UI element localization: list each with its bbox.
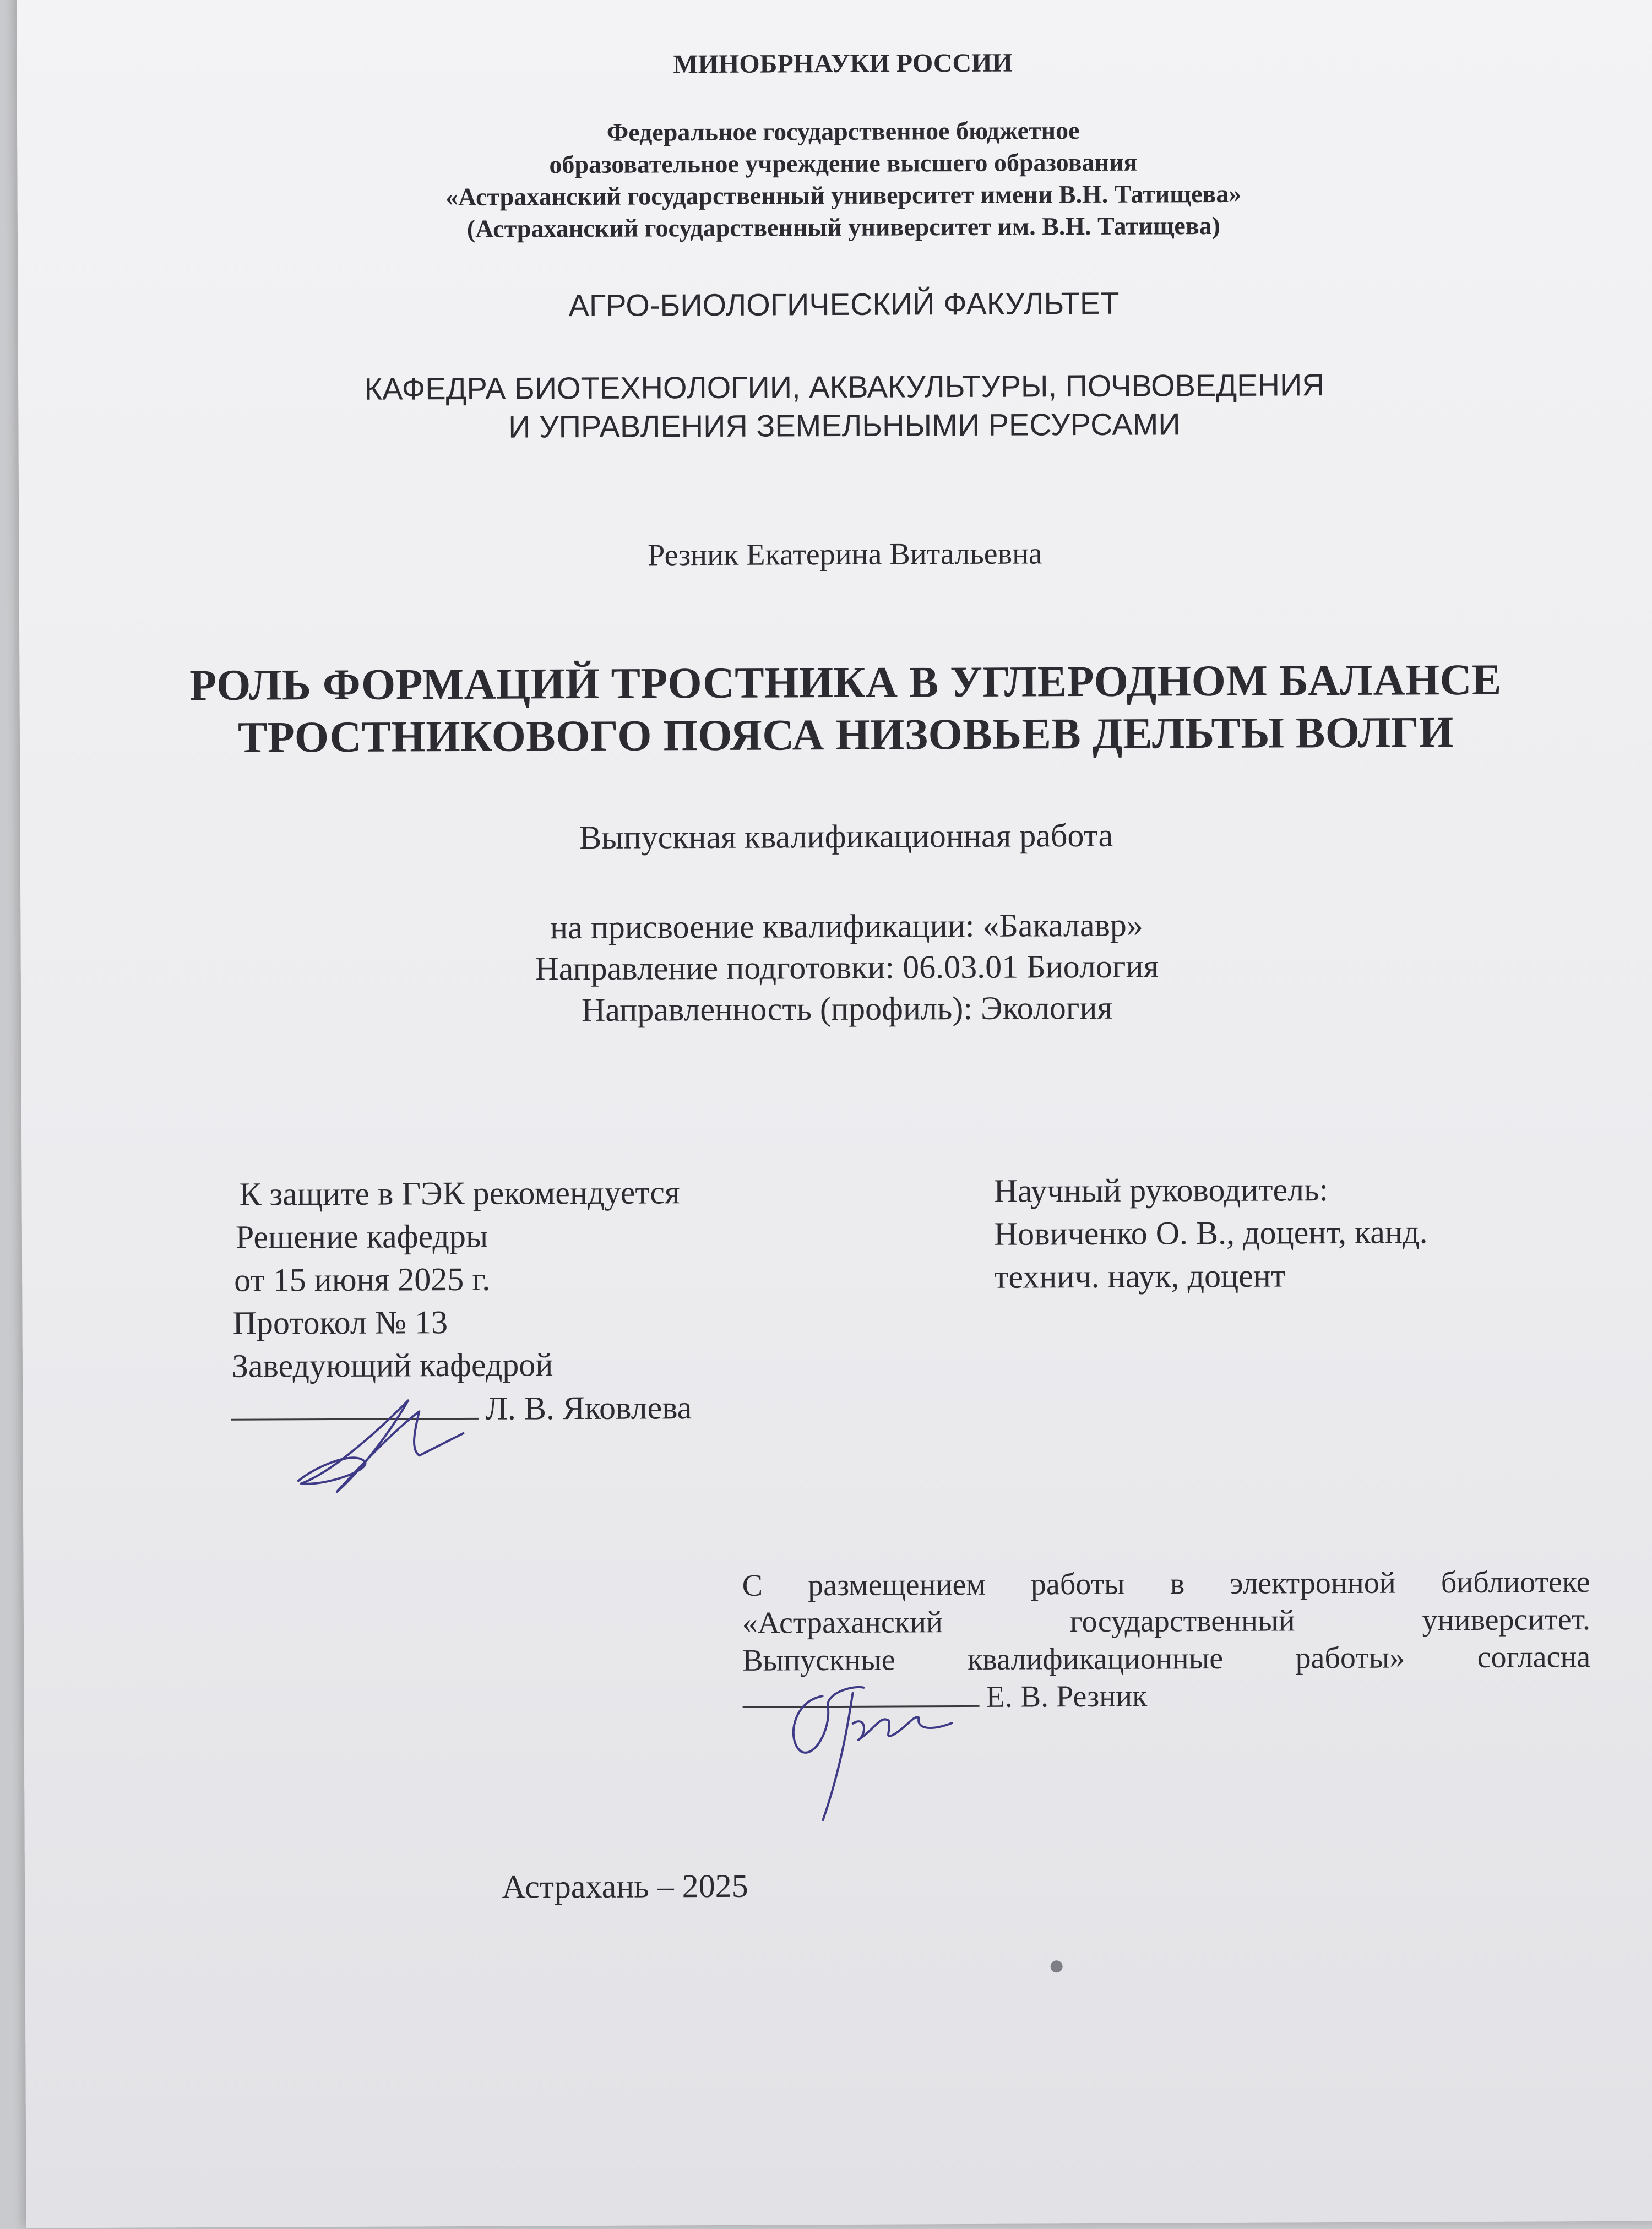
study-profile-line: Направленность (профиль): Экология bbox=[581, 989, 1113, 1029]
defense-line-4: Протокол № 13 bbox=[232, 1304, 448, 1341]
defense-line-2: Решение кафедры bbox=[235, 1217, 488, 1255]
department-line-1: КАФЕДРА БИОТЕХНОЛОГИИ, АКВАКУЛЬТУРЫ, ПОЧВОВЕДЕНИЯ bbox=[364, 367, 1324, 406]
ministry-name: МИНОБРНАУКИ РОССИИ bbox=[673, 48, 1013, 79]
consent-word: государственный bbox=[1069, 1603, 1295, 1639]
work-type: Выпускная квалификационная работа bbox=[579, 817, 1113, 856]
thesis-title-line-2: ТРОСТНИКОВОГО ПОЯСА НИЗОВЬЕВ ДЕЛЬТЫ ВОЛГИ bbox=[237, 708, 1454, 762]
consent-word: в bbox=[1170, 1567, 1185, 1601]
defense-line-1: К защите в ГЭК рекомендуется bbox=[239, 1174, 680, 1213]
head-signature-scribble bbox=[281, 1367, 469, 1505]
author-name: Резник Екатерина Витальевна bbox=[647, 536, 1042, 573]
author-signature-scribble bbox=[770, 1662, 958, 1828]
qualification-line: на присвоение квалификации: «Бакалавр» bbox=[550, 906, 1144, 946]
supervisor-line-2: Новиченко О. В., доцент, канд. bbox=[993, 1214, 1428, 1252]
consent-word: согласна bbox=[1477, 1640, 1591, 1675]
consent-line-2 bbox=[742, 1601, 1590, 1642]
department-line-2: И УПРАВЛЕНИЯ ЗЕМЕЛЬНЫМИ РЕСУРСАМИ bbox=[508, 406, 1181, 444]
signer-name: Е. В. Резник bbox=[986, 1679, 1148, 1714]
consent-word: электронной bbox=[1230, 1565, 1396, 1601]
consent-word: Выпускные bbox=[742, 1643, 895, 1678]
institution-line-3: «Астраханский государственный университет имени В.Н. Татищева» bbox=[445, 179, 1242, 211]
supervisor-line-1: Научный руководитель: bbox=[993, 1171, 1329, 1209]
faculty-name: АГРО-БИОЛОГИЧЕСКИЙ ФАКУЛЬТЕТ bbox=[568, 285, 1120, 323]
paper-speck bbox=[1051, 1960, 1063, 1972]
defense-line-3: от 15 июня 2025 г. bbox=[234, 1260, 491, 1298]
consent-word: С bbox=[742, 1568, 763, 1603]
city-year: Астрахань – 2025 bbox=[502, 1867, 748, 1905]
consent-word: библиотеке bbox=[1441, 1565, 1590, 1600]
institution-line-1: Федеральное государственное бюджетное bbox=[606, 116, 1080, 146]
study-direction-line: Направление подготовки: 06.03.01 Биология bbox=[535, 948, 1159, 987]
consent-word: университет. bbox=[1422, 1602, 1591, 1638]
institution-line-2: образовательное учреждение высшего образования bbox=[549, 148, 1138, 179]
consent-word: размещением bbox=[807, 1567, 986, 1603]
defense-line-5: Заведующий кафедрой bbox=[231, 1346, 553, 1384]
consent-word: «Астраханский bbox=[742, 1605, 943, 1640]
consent-word: работы bbox=[1030, 1567, 1125, 1602]
head-name: Л. В. Яковлева bbox=[485, 1389, 692, 1427]
supervisor-line-3: технич. наук, доцент bbox=[994, 1257, 1286, 1295]
consent-word: квалификационные bbox=[968, 1641, 1224, 1677]
title-page-sheet bbox=[17, 0, 1652, 2228]
thesis-title-line-1: РОЛЬ ФОРМАЦИЙ ТРОСТНИКА В УГЛЕРОДНОМ БАЛАНСЕ bbox=[189, 655, 1502, 710]
consent-line-1 bbox=[742, 1563, 1590, 1605]
institution-line-4: (Астраханский государственный университет им. В.Н. Татищева) bbox=[466, 211, 1221, 243]
consent-word: работы» bbox=[1295, 1640, 1405, 1676]
